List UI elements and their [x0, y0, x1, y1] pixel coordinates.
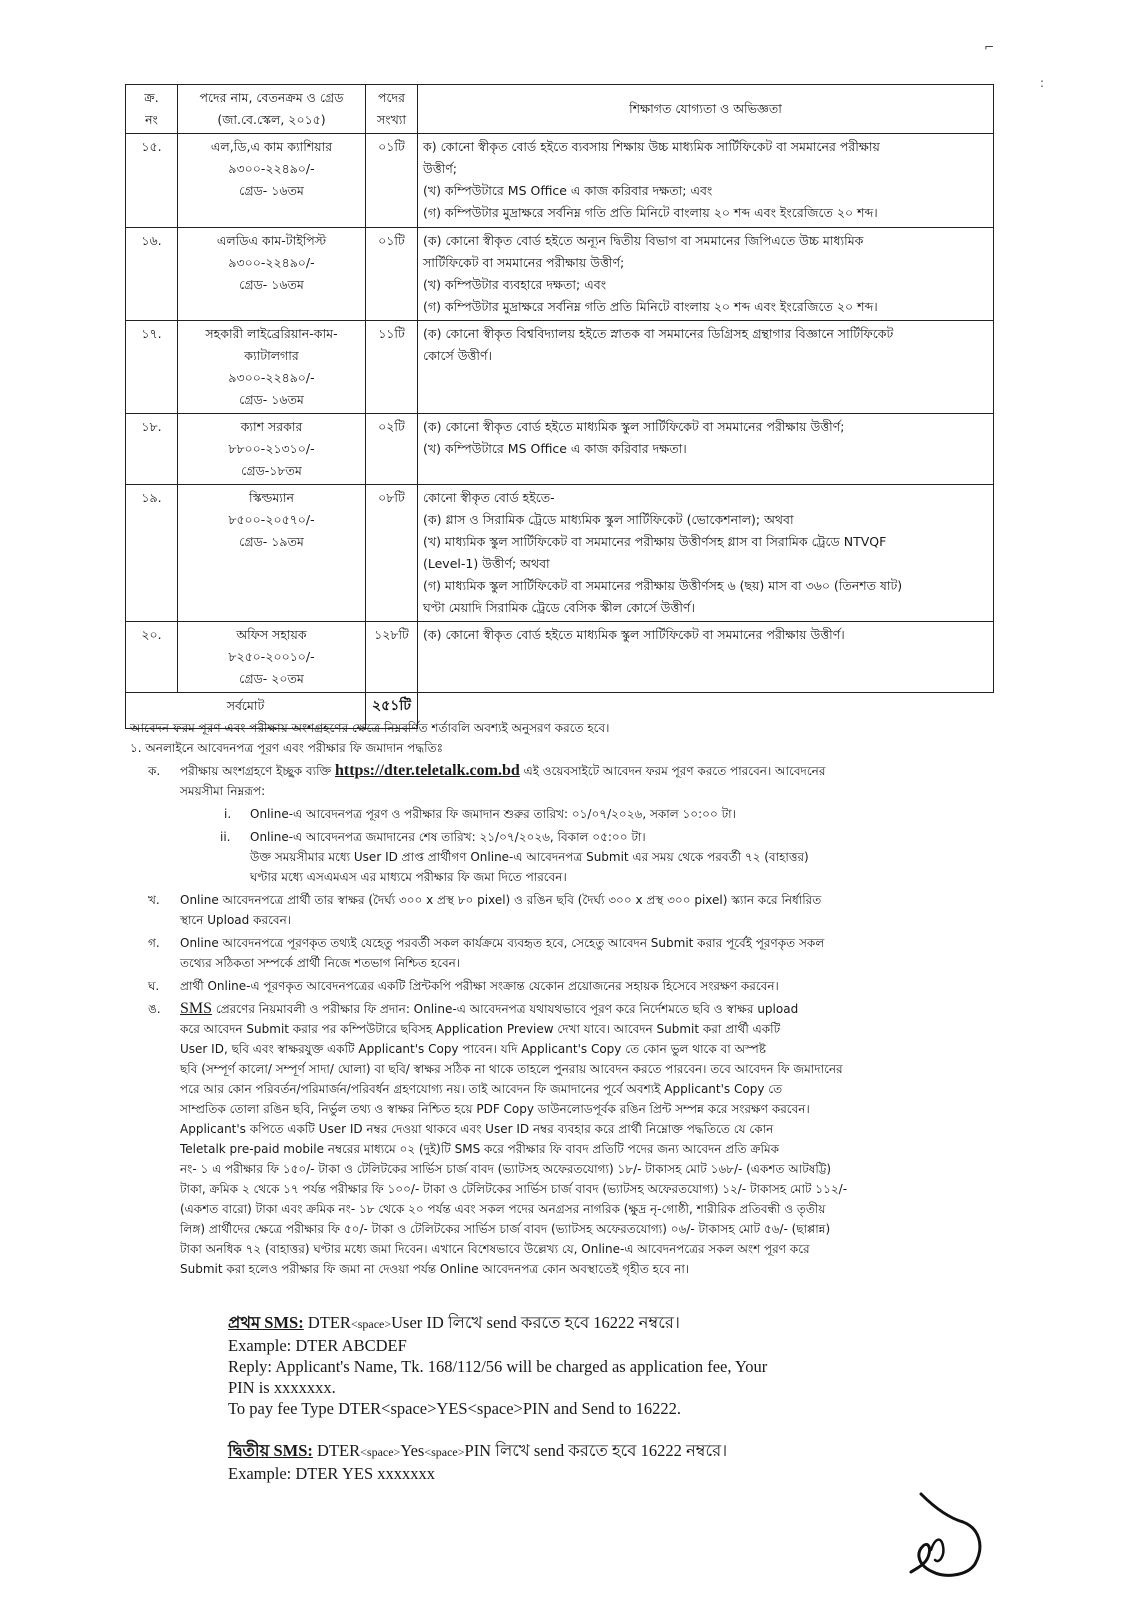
header-count: পদের সংখ্যা: [366, 85, 418, 134]
second-sms-label: দ্বিতীয় SMS:: [228, 1441, 313, 1460]
total-count: ২৫১টি: [366, 693, 418, 729]
serial-cell: ১৮.: [126, 414, 178, 485]
section-1-title: ১. অনলাইনে আবেদনপত্র পূরণ এবং পরীক্ষার ফি জমাদান পদ্ধতিঃ: [130, 741, 444, 755]
count-cell: ১১টি: [366, 321, 418, 414]
header-post: পদের নাম, বেতনক্রম ও গ্রেড (জা.বে.স্কেল, ২০১৫): [178, 85, 366, 134]
clause-ka: ক. পরীক্ষায় অংশগ্রহণে ইচ্ছুক ব্যক্তি https://dter.teletalk.com.bd এই ওয়েবসাইটে আবেদন ফরম পূরণ করতে পারবেন। আবেদনের সময়সীমা নিম্নরূপ:: [148, 762, 826, 798]
first-sms-example: Example: DTER ABCDEF: [228, 1336, 407, 1355]
second-sms-block: [228, 1440, 988, 1484]
table-row: [126, 414, 994, 485]
scan-speck: ⌐: [984, 40, 995, 54]
count-cell: ০২টি: [366, 414, 418, 485]
first-sms-reply: Reply: Applicant's Name, Tk. 168/112/56 will be charged as application fee, Your: [228, 1357, 768, 1376]
clause-gha: ঘ. প্রার্থী Online-এ পূরণকৃত আবেদনপত্রের একটি প্রিন্টকপি পরীক্ষা সংক্রান্ত যেকোন প্রয়োজনের সহায়ক হিসেবে সংরক্ষণ করবেন।: [148, 979, 779, 993]
qualification-cell: (ক) কোনো স্বীকৃত বিশ্ববিদ্যালয় হইতে স্নাতক বা সমমানের ডিগ্রিসহ গ্রন্থাগার বিজ্ঞানে সার্টিফিকেট কোর্সে উত্তীর্ণ।: [418, 321, 994, 414]
serial-cell: ২০.: [126, 622, 178, 693]
qualification-cell: ক) কোনো স্বীকৃত বোর্ড হইতে ব্যবসায় শিক্ষায় উচ্চ মাধ্যমিক সার্টিফিকেট বা সমমানের পরীক্ষায় উত্তীর্ণ; (খ) কম্পিউটারে MS Office এ কাজ করিবার দক্ষতা; এবং (গ) কম্পিউটার মুদ্রাক্ষরে সর্বনিম্ন গতি প্রতি মিনিটে বাংলায় ২০ শব্দ এবং ইংরেজিতে ২০ শব্দ।: [418, 134, 994, 228]
post-cell: এল,ডি,এ কাম ক্যাশিয়ার ৯৩০০-২২৪৯০/- গ্রেড- ১৬তম: [178, 134, 366, 228]
first-sms-block: [228, 1312, 988, 1419]
first-sms-label: প্রথম SMS:: [228, 1313, 304, 1332]
serial-cell: ১৫.: [126, 134, 178, 228]
clause-uo: ঙ. SMS প্রেরণের নিয়মাবলী ও পরীক্ষার ফি প্রদান: Online-এ আবেদনপত্র যথাযথভাবে পূরণ করে নির্দেশমতে ছবি ও স্বাক্ষর upload করে আবেদন Submit করার পর কম্পিউটারে ছবিসহ Application Preview দেখা যাবে। আবেদন Submit করা প্রার্থী একটি User ID, ছবি এবং স্বাক্ষরযুক্ত একটি Applicant's Copy পাবেন। যদি Applicant's Copy তে কোন ভুল থাকে বা অস্পষ্ট ছবি (সম্পূর্ণ কালো/ সম্পূর্ণ সাদা/ ঘোলা) বা ছবি/ স্বাক্ষর সঠিক না থাকে তাহলে পুনরায় আবেদন করতে পারবেন। তবে আবেদন ফি জমাদানের পরে আর কোন পরিবর্তন/পরিমার্জন/পরিবর্ধন গ্রহণযোগ্য নয়। তাই আবেদন ফি জমাদানের পূর্বে অবশ্যই Applicant's Copy তে সাম্প্রতিক তোলা রঙিন ছবি, নির্ভুল তথ্য ও স্বাক্ষর নিশ্চিত হয়ে PDF Copy ডাউনলোডপূর্বক রঙিন প্রিন্ট সম্পন্ন করে সংরক্ষণ করবেন। Applicant's কপিতে একটি User ID নম্বর দেওয়া থাকবে এবং User ID নম্বর ব্যবহার করে প্রার্থী নিম্নোক্ত পদ্ধতিতে যে কোন Teletalk pre-paid mobile নম্বরের মাধ্যমে ০২ (দুই)টি SMS করে পরীক্ষার ফি বাবদ প্রতিটি পদের জন্য আবেদন প্রতি ক্রমিক নং- ১ এ পরীক্ষার ফি ১৫০/- টাকা ও টেলিটকের সার্ভিস চার্জ বাবদ (ভ্যাটসহ অফেরতযোগ্য) ১৮/- টাকাসহ মোট ১৬৮/- (একশত আটষট্টি) টাকা, ক্রমিক ২ থেকে ১৭ পর্যন্ত পরীক্ষার ফি ১০০/- টাকা ও টেলিটকের সার্ভিস চার্জ বাবদ (ভ্যাটসহ অফেরতযোগ্য) ১২/- টাকাসহ মোট ১১২/- (একশত বারো) টাকা এবং ক্রমিক নং- ১৮ থেকে ২০ পর্যন্ত এবং সকল পদের অনগ্রসর নাগরিক (ক্ষুদ্র নৃ-গোষ্ঠী, শারীরিক প্রতিবন্ধী ও তৃতীয় লিঙ্গ) প্রার্থীদের ক্ষেত্রে পরীক্ষার ফি ৫০/- টাকা ও টেলিটকের সার্ভিস চার্জ বাবদ (ভ্যাটসহ অফেরতযোগ্য) ০৬/- টাকাসহ মোট ৫৬/- (ছাপ্পান্ন) টাকা অনধিক ৭২ (বাহাত্তর) ঘণ্টার মধ্যে জমা দিবেন। এখানে বিশেষভাবে উল্লেখ্য যে, Online-এ আবেদনপত্রের সকল অংশ পূরণ করে Submit করা হলেও পরীক্ষার ফি জমা না দেওয়া পর্যন্ত Online আবেদনপত্র কোন অবস্থাতেই গৃহীত হবে না।: [148, 1000, 848, 1276]
table-row: [126, 485, 994, 622]
scan-speck: :: [1040, 76, 1045, 90]
post-cell: স্কিল্ডম্যান ৮৫০০-২০৫৭০/- গ্রেড- ১৯তম: [178, 485, 366, 622]
second-sms-example: Example: DTER YES xxxxxxx: [228, 1464, 435, 1483]
post-cell: অফিস সহায়ক ৮২৫০-২০০১০/- গ্রেড- ২০তম: [178, 622, 366, 693]
total-label: সর্বমোট: [126, 693, 366, 729]
serial-cell: ১৯.: [126, 485, 178, 622]
application-website-link[interactable]: https://dter.teletalk.com.bd: [335, 762, 520, 779]
clause-kha: খ. Online আবেদনপত্রে প্রার্থী তার স্বাক্ষর (দৈর্ঘ্য ৩০০ x প্রস্থ ৮০ pixel) ও রঙিন ছবি (দৈর্ঘ্য ৩০০ x প্রস্থ ৩০০ pixel) স্ক্যান করে নির্ধারিত স্থানে Upload করবেন।: [148, 893, 822, 927]
start-date-text: Online-এ আবেদনপত্র পূরণ ও পরীক্ষার ফি জমাদান শুরুর তারিখ: ০১/০৭/২০২৬, সকাল ১০:০০ টা।: [250, 807, 736, 821]
header-serial: ক্র. নং: [126, 85, 178, 134]
post-cell: সহকারী লাইব্রেরিয়ান-কাম- ক্যাটালগার ৯৩০০-২২৪৯০/- গ্রেড- ১৬তম: [178, 321, 366, 414]
header-qualification: শিক্ষাগত যোগ্যতা ও অভিজ্ঞতা: [418, 85, 994, 134]
serial-cell: ১৭.: [126, 321, 178, 414]
first-sms-command: প্রথম SMS: DTER<space>User ID লিখে send করতে হবে 16222 নম্বরে।: [228, 1313, 680, 1332]
instructions: [130, 718, 990, 1279]
qualification-cell: (ক) কোনো স্বীকৃত বোর্ড হইতে অন্যূন দ্বিতীয় বিভাগ বা সমমানের জিপিএতে উচ্চ মাধ্যমিক সার্টিফিকেট বা সমমানের পরীক্ষায় উত্তীর্ণ; (খ) কম্পিউটার ব্যবহারে দক্ষতা; এবং (গ) কম্পিউটার মুদ্রাক্ষরে সর্বনিম্ন গতি প্রতি মিনিটে বাংলায় ২০ শব্দ এবং ইংরেজিতে ২০ শব্দ।: [418, 228, 994, 321]
clause-mark: ক.: [148, 764, 161, 778]
qualification-cell: (ক) কোনো স্বীকৃত বোর্ড হইতে মাধ্যমিক স্কুল সার্টিফিকেট বা সমমানের পরীক্ষায় উত্তীর্ণ।: [418, 622, 994, 693]
count-cell: ১২৮টি: [366, 622, 418, 693]
table-header-row: [126, 85, 994, 134]
instructions-intro: আবেদন ফরম পূরণ এবং পরীক্ষায় অংশগ্রহণের ক্ষেত্রে নিম্নবর্ণিত শর্তাবলি অবশ্যই অনুসরণ করতে হবে।: [130, 721, 610, 735]
post-cell: এলডিএ কাম-টাইপিস্ট ৯৩০০-২২৪৯০/- গ্রেড- ১৬তম: [178, 228, 366, 321]
count-cell: ০১টি: [366, 228, 418, 321]
qualification-cell: কোনো স্বীকৃত বোর্ড হইতে- (ক) গ্লাস ও সিরামিক ট্রেডে মাধ্যমিক স্কুল সার্টিফিকেট (ভোকেশনাল); অথবা (খ) মাধ্যমিক স্কুল সার্টিফিকেট বা সমমানের পরীক্ষায় উত্তীর্ণসহ গ্লাস বা সিরামিক ট্রেডে NTVQF (Level-1) উত্তীর্ণ; অথবা (গ) মাধ্যমিক স্কুল সার্টিফিকেট বা সমমানের পরীক্ষায় উত্তীর্ণসহ ৬ (ছয়) মাস বা ৩৬০ (তিনশত ষাট) ঘণ্টা মেয়াদি সিরামিক ট্রেডে বেসিক স্কীল কোর্সে উত্তীর্ণ।: [418, 485, 994, 622]
signature-icon: [905, 1488, 987, 1580]
end-date-text: Online-এ আবেদনপত্র জমাদানের শেষ তারিখ: ২১/০৭/২০২৬, বিকাল ০৫:০০ টা।: [250, 830, 646, 844]
second-sms-command: দ্বিতীয় SMS: DTER<space>Yes<space>PIN লিখে send করতে হবে 16222 নম্বরে।: [228, 1441, 728, 1460]
count-cell: ০১টি: [366, 134, 418, 228]
posts-table: [125, 84, 994, 729]
qualification-cell: (ক) কোনো স্বীকৃত বোর্ড হইতে মাধ্যমিক স্কুল সার্টিফিকেট বা সমমানের পরীক্ষায় উত্তীর্ণ; (খ) কম্পিউটারে MS Office এ কাজ করিবার দক্ষতা।: [418, 414, 994, 485]
post-cell: ক্যাশ সরকার ৮৮০০-২১৩১০/- গ্রেড-১৮তম: [178, 414, 366, 485]
clause-ga: গ. Online আবেদনপত্রে পূরণকৃত তথ্যই যেহেতু পরবর্তী সকল কার্যক্রমে ব্যবহৃত হবে, সেহেতু আবেদন Submit করার পূর্বেই পূরণকৃত সকল তথ্যের সঠিকতা সম্পর্কে প্রার্থী নিজে শতভাগ নিশ্চিত হবেন।: [148, 936, 825, 970]
table-row: [126, 228, 994, 321]
table-row: [126, 622, 994, 693]
first-sms-pay-instruction: To pay fee Type DTER<space>YES<space>PIN and Send to 16222.: [228, 1399, 681, 1418]
serial-cell: ১৬.: [126, 228, 178, 321]
table-row: [126, 321, 994, 414]
clause-ka-ii: ii. Online-এ আবেদনপত্র জমাদানের শেষ তারিখ: ২১/০৭/২০২৬, বিকাল ০৫:০০ টা। উক্ত সময়সীমার মধ্যে User ID প্রাপ্ত প্রার্থীগণ Online-এ আবেদনপত্র Submit এর সময় থেকে পরবর্তী ৭২ (বাহাত্তর) ঘণ্টার মধ্যে এসএমএস এর মাধ্যমে পরীক্ষার ফি জমা দিতে পারবেন।: [220, 830, 809, 884]
count-cell: ০৮টি: [366, 485, 418, 622]
clause-ka-i: i. Online-এ আবেদনপত্র পূরণ ও পরীক্ষার ফি জমাদান শুরুর তারিখ: ০১/০৭/২০২৬, সকাল ১০:০০ টা।: [224, 807, 736, 821]
first-sms-reply-pin: PIN is xxxxxxx.: [228, 1378, 336, 1397]
table-row: [126, 134, 994, 228]
